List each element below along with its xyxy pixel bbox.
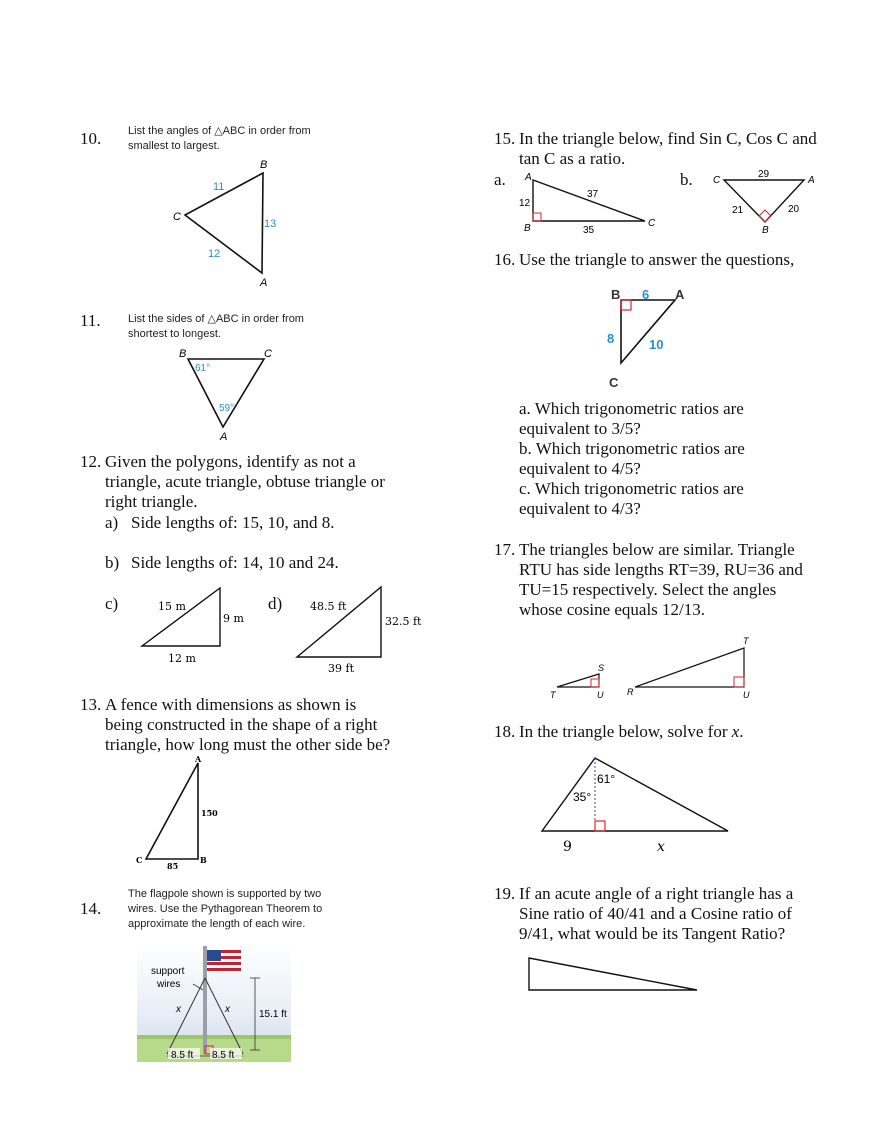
q13-base: 85 <box>167 861 179 871</box>
q11-label-c: C <box>264 348 272 360</box>
q10-side-cb: 11 <box>213 181 225 193</box>
q10-prompt-line2: smallest to largest. <box>128 140 220 152</box>
q16-side-top: 6 <box>642 287 650 302</box>
q14-line3: approximate the length of each wire. <box>128 918 306 930</box>
q16-number: 16. <box>494 250 516 269</box>
q19-line3: 9/41, what would be its Tangent Ratio? <box>519 924 786 943</box>
us-flag-icon <box>207 950 241 972</box>
q18-number: 18. <box>494 722 516 741</box>
q12-d-triangle <box>295 585 435 675</box>
q15-a-label-c: C <box>648 218 656 229</box>
q17-label-r: R <box>627 687 634 697</box>
q15-a-label-b: B <box>524 223 531 234</box>
q13-label-c: C <box>136 855 143 865</box>
q14-wires-label: wires <box>157 979 181 990</box>
q10-label-b: B <box>260 159 268 171</box>
q14-line2: wires. Use the Pythagorean Theorem to <box>128 903 323 915</box>
q12-c-triangle <box>140 588 250 668</box>
q13-fence-triangle <box>130 753 230 873</box>
q14-prompt <box>128 887 322 932</box>
q14-x-left: x <box>176 1004 181 1015</box>
q15-a-vert: 12 <box>519 198 531 209</box>
q17-line2: RTU has side lengths RT=39, RU=36 and <box>519 560 803 579</box>
q10-side-ca: 12 <box>208 248 221 260</box>
q17-line1: The triangles below are similar. Triangle <box>519 540 795 559</box>
q10-prompt-line1: List the angles of △ABC in order from <box>128 125 311 137</box>
q16-a-line2: equivalent to 3/5? <box>519 419 641 438</box>
q18-variable: x <box>731 722 740 741</box>
q17-label-u1: U <box>597 690 604 700</box>
q16-side-left: 8 <box>607 331 615 346</box>
q17-text <box>519 540 849 620</box>
q16-label-a: A <box>675 287 685 302</box>
q18-base-right: x <box>657 839 665 855</box>
q16-b-line2: equivalent to 4/5? <box>519 459 641 478</box>
q14-x-right: x <box>225 1004 230 1015</box>
q12-c-hyp: 15 m <box>158 600 186 613</box>
q15-b-label-a: A <box>808 175 815 186</box>
q15-a-triangle <box>515 168 665 238</box>
q14-height: 15.1 ft <box>259 1009 287 1020</box>
q13-number: 13. <box>80 695 102 714</box>
q15-line2: tan C as a ratio. <box>519 149 626 168</box>
q10-label-c: C <box>173 211 181 223</box>
q18-angle-left: 35° <box>573 790 592 804</box>
q12-line2: triangle, acute triangle, obtuse triangle or <box>105 472 385 491</box>
q16-b-line1: b. Which trigonometric ratios are <box>519 439 745 458</box>
q12-part-d-label: d) <box>268 594 283 613</box>
q10-triangle-figure <box>165 155 295 290</box>
q16-triangle-figure <box>603 283 698 393</box>
q15-a-base: 35 <box>583 225 595 236</box>
q19-line1: If an acute angle of a right triangle has a <box>519 884 794 903</box>
q11-angle-a: 59° <box>219 403 235 414</box>
q11-angle-b: 61° <box>195 363 211 374</box>
q15-b-left: 21 <box>732 205 744 216</box>
q11-prompt-line2: shortest to longest. <box>128 328 221 340</box>
q11-label-a: A <box>220 431 228 443</box>
q10-prompt <box>128 124 311 154</box>
q15-text <box>519 129 849 169</box>
q14-base-left: 8.5 ft <box>171 1050 194 1061</box>
q19-text <box>519 884 849 944</box>
q11-triangle-figure <box>175 345 285 445</box>
q12-part-a-text: Side lengths of: 15, 10, and 8. <box>131 513 335 532</box>
q13-line1: A fence with dimensions as shown is <box>105 695 357 714</box>
q14-number: 14. <box>80 899 102 918</box>
q16-c-line2: equivalent to 4/3? <box>519 499 641 518</box>
q15-b-triangle <box>710 166 850 238</box>
q13-label-b: B <box>200 855 207 865</box>
q18-period: . <box>739 722 744 741</box>
q13-line2: being constructed in the shape of a right <box>105 715 378 734</box>
q15-b-top: 29 <box>758 169 770 180</box>
q12-part-b-text: Side lengths of: 14, 10 and 24. <box>131 553 339 572</box>
q16-label-b: B <box>611 287 621 302</box>
q18-line1 <box>519 722 744 742</box>
q12-d-base: 39 ft <box>328 662 354 675</box>
q14-flagpole-figure <box>137 942 291 1062</box>
q10-label-a: A <box>260 277 268 289</box>
q12-line1: Given the polygons, identify as not a <box>105 452 356 471</box>
q18-base-left: 9 <box>563 839 572 855</box>
q13-vert: 150 <box>201 808 218 818</box>
q15-b-right: 20 <box>788 204 800 215</box>
q19-triangle-figure <box>525 955 705 995</box>
q10-side-ba: 13 <box>264 218 277 230</box>
q14-line1: The flagpole shown is supported by two <box>128 888 322 900</box>
q11-prompt <box>128 312 304 342</box>
q12-part-a-label: a) <box>105 513 119 532</box>
q12-text <box>105 452 435 512</box>
q17-line4: whose cosine equals 12/13. <box>519 600 706 619</box>
q14-support-label: support <box>151 966 185 977</box>
q15-a-hyp: 37 <box>587 189 599 200</box>
q12-c-vert: 9 m <box>223 612 244 625</box>
q18-triangle-figure <box>535 752 750 864</box>
q16-subquestions <box>519 399 745 519</box>
q13-line3: triangle, how long must the other side be? <box>105 735 391 754</box>
q16-a-line1: a. Which trigonometric ratios are <box>519 399 744 418</box>
q12-part-b-label: b) <box>105 553 120 572</box>
q17-label-u2: U <box>743 690 750 700</box>
q12-line3: right triangle. <box>105 492 198 511</box>
q12-part-c-label: c) <box>105 594 119 613</box>
q15-b-label-b: B <box>762 225 769 236</box>
q17-line3: TU=15 respectively. Select the angles <box>519 580 777 599</box>
q17-label-t1: T <box>550 690 556 700</box>
q16-label-c: C <box>609 375 619 390</box>
q14-base-right: 8.5 ft <box>212 1050 235 1061</box>
q19-number: 19. <box>494 884 516 903</box>
q13-label-a: A <box>195 754 202 764</box>
q15-a-label-a: A <box>525 172 532 183</box>
q11-prompt-line1: List the sides of △ABC in order from <box>128 313 304 325</box>
q12-d-hyp: 48.5 ft <box>310 600 347 613</box>
q11-number: 11. <box>80 311 101 330</box>
q16-side-hyp: 10 <box>649 337 664 352</box>
q12-number: 12. <box>80 452 102 471</box>
q18-angle-top: 61° <box>597 772 616 786</box>
q12-c-base: 12 m <box>168 652 196 665</box>
q15-line1: In the triangle below, find Sin C, Cos C and <box>519 129 817 148</box>
q15-number: 15. <box>494 129 516 148</box>
q17-similar-triangles <box>540 632 770 702</box>
q19-line2: Sine ratio of 40/41 and a Cosine ratio of <box>519 904 792 923</box>
q15-part-b-label: b. <box>680 170 693 189</box>
q15-b-label-c: C <box>713 175 721 186</box>
q12-d-vert: 32.5 ft <box>385 615 422 628</box>
q17-label-t2: T <box>743 636 749 646</box>
q17-label-s: S <box>598 663 605 673</box>
q13-text <box>105 695 435 755</box>
q17-number: 17. <box>494 540 516 559</box>
q10-number: 10. <box>80 129 102 148</box>
q18-prompt: In the triangle below, solve for <box>519 722 732 741</box>
q16-c-line1: c. Which trigonometric ratios are <box>519 479 744 498</box>
q15-part-a-label: a. <box>494 170 506 189</box>
q11-label-b: B <box>179 348 187 360</box>
q16-line1: Use the triangle to answer the questions, <box>519 250 795 269</box>
